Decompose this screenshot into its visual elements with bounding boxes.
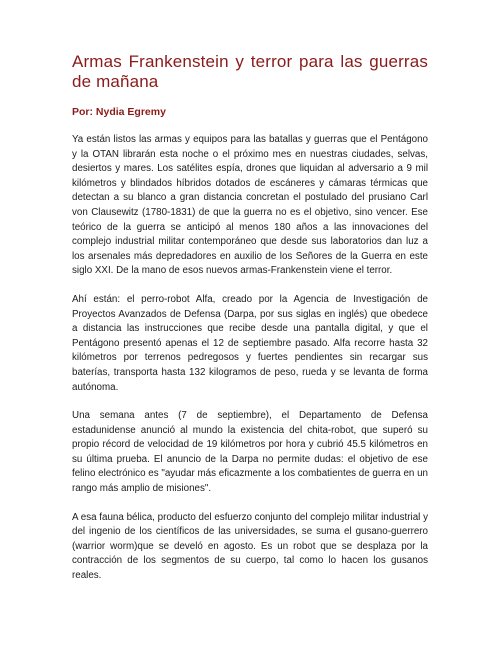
article-paragraph-1: Ya están listos las armas y equipos para las batallas y guerras que el Pentágono y la OTAN librarán esta noche o el próximo mes en nuestras ciudades, selvas, desiertos y mares. Los satélites espía, drones que liquidan al adversario a 9 mil kilómetros y blindados híbridos dotados de escáneres y cámaras térmicas que detectan a su blanco a gran distancia concretan el postulado del prusiano Carl von Clausewitz (1780-1831) de que la guerra no es el objetivo, sino vencer. Ese teórico de la guerra se anticipó al menos 180 años a las innovaciones del complejo industrial militar contemporáneo que desde sus laboratorios dan luz a los arsenales más depredadores en auxilio de los Señores de la Guerra en este siglo XXI. De la mano de esos nuevos armas-Frankenstein viene el terror.: [72, 134, 428, 277]
document-page: [72, 52, 428, 584]
article-paragraph-4: A esa fauna bélica, producto del esfuerzo conjunto del complejo militar industrial y del ingenio de los científicos de las universidades, se suma el gusano-guerrero (warrior worm)que se develó en agosto. Es un robot que se desplaza por la contracción de los segmentos de su cuerpo, tal como lo hacen los gusanos reales.: [72, 511, 428, 582]
article-paragraph-2: Ahí están: el perro-robot Alfa, creado por la Agencia de Investigación de Proyectos Avanzados de Defensa (Darpa, por sus siglas en inglés) que obedece a distancia las instrucciones que recibe desde una pantalla digital, y que el Pentágono presentó apenas el 12 de septiembre pasado. Alfa recorre hasta 32 kilómetros por terrenos pedregosos y fuertes pendientes sin recargar sus baterías, transporta hasta 132 kilogramos de peso, rueda y se levanta de forma autónoma.: [72, 293, 428, 393]
article-author: Por: Nydia Egremy: [72, 106, 166, 118]
article-title: Armas Frankenstein y terror para las guerras de mañana: [72, 52, 428, 91]
article-paragraph-3: Una semana antes (7 de septiembre), el Departamento de Defensa estadunidense anunció al mundo la existencia del chita-robot, que superó su propio récord de velocidad de 19 kilómetros por hora y cubrió 45.5 kilómetros en su última prueba. El anuncio de la Darpa no permite dudas: el objetivo de ese felino electrónico es "ayudar más eficazmente a los combatientes de guerra en un rango más amplio de misiones".: [72, 410, 428, 495]
